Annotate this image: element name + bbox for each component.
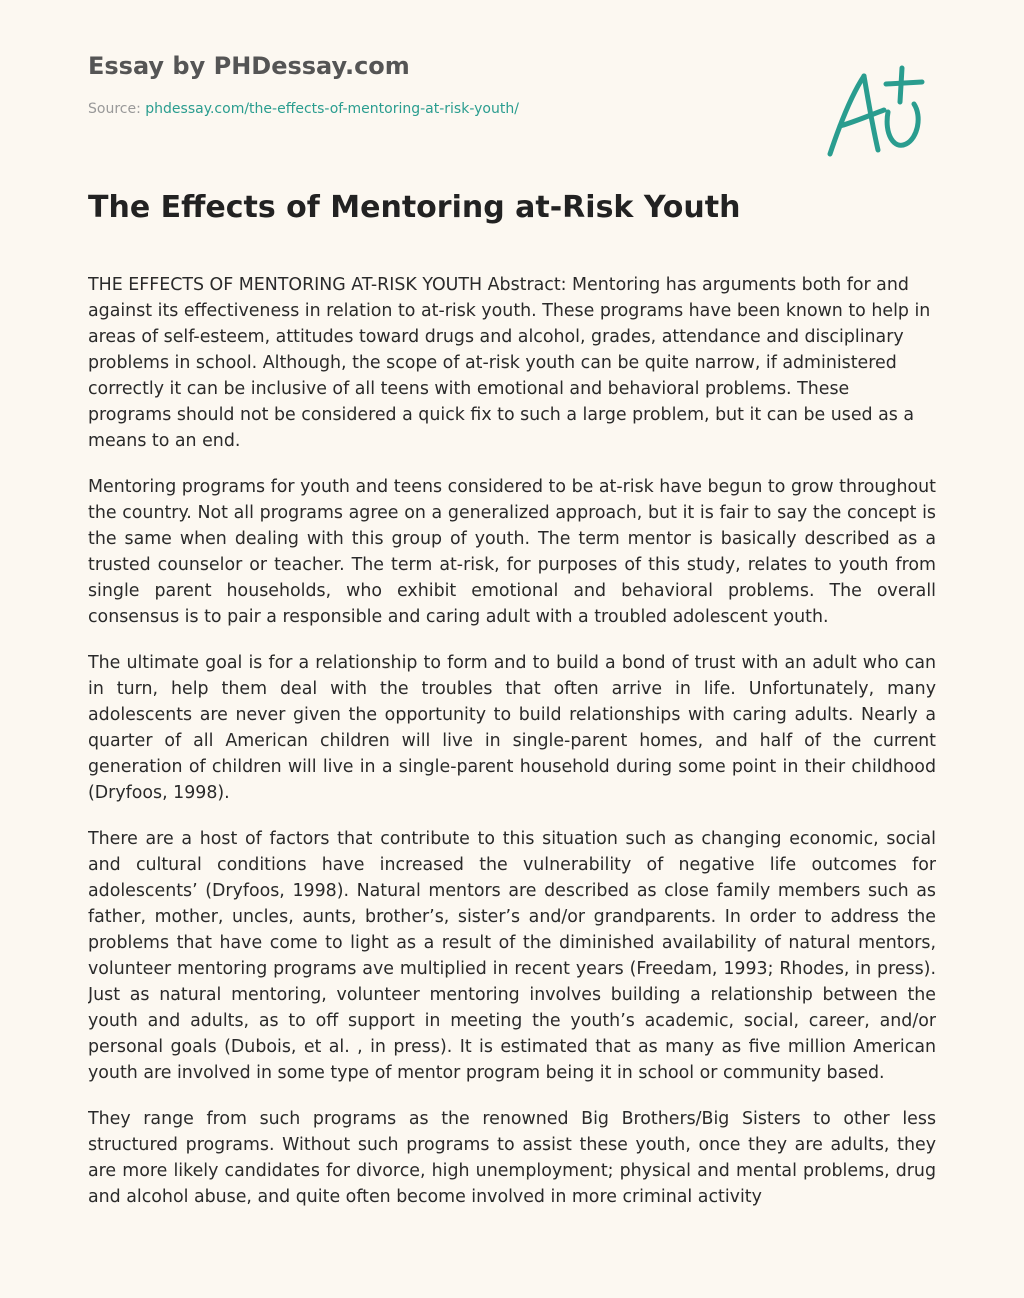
essay-title: The Effects of Mentoring at-Risk Youth <box>88 190 741 225</box>
essay-paragraph: There are a host of factors that contribute to this situation such as changing economic, social and cultural conditions have increased the vulnerability of negative life outcomes for adolescents’ (Dryfoos, 1998). Natural mentors are described as close family members such as father, mother, uncles, aunts, brother’s, sister’s and/or grandparents. In order to address the problems that have come to light as a result of the diminished availability of natural mentors, volunteer mentoring programs ave multiplied in recent years (Freedam, 1993; Rhodes, in press). Just as natural mentoring, volunteer mentoring involves building a relationship between the youth and adults, as to off support in meeting the youth’s academic, social, career, and/or personal goals (Dubois, et al. , in press). It is estimated that as many as five million American youth are involved in some type of mentor program being it in school or community based. <box>88 829 936 1083</box>
essay-paragraph: They range from such programs as the renowned Big Brothers/Big Sisters to other less structured programs. Without such programs to assist these youth, once they are adults, they are more likely candidates for divorce, high unemployment; physical and mental problems, drug and alcohol abuse, and quite often become involved in more criminal activity <box>88 1109 936 1207</box>
site-title: Essay by PHDessay.com <box>88 52 410 80</box>
source-label: Source: <box>88 101 141 117</box>
essay-body <box>88 272 936 1250</box>
source-line <box>88 101 519 117</box>
a-plus-logo-icon <box>822 64 932 164</box>
essay-paragraph: Mentoring programs for youth and teens considered to be at-risk have begun to grow throughout the country. Not all programs agree on a generalized approach, but it is fair to say the concept is the same when dealing with this group of youth. The term mentor is basically described as a trusted counselor or teacher. The term at-risk, for purposes of this study, relates to youth from single parent households, who exhibit emotional and behavioral problems. The overall consensus is to pair a responsible and caring adult with a troubled adolescent youth. <box>88 477 936 627</box>
source-link[interactable]: phdessay.com/the-effects-of-mentoring-at-risk-youth/ <box>145 101 519 117</box>
essay-paragraph: THE EFFECTS OF MENTORING AT-RISK YOUTH Abstract: Mentoring has arguments both for and against its effectiveness in relation to at-risk youth. These programs have been known to help in areas of self-esteem, attitudes toward drugs and alcohol, grades, attendance and disciplinary problems in school. Although, the scope of at-risk youth can be quite narrow, if administered correctly it can be inclusive of all teens with emotional and behavioral problems. These programs should not be considered a quick fix to such a large problem, but it can be used as a means to an end. <box>88 275 931 451</box>
essay-paragraph: The ultimate goal is for a relationship to form and to build a bond of trust with an adult who can in turn, help them deal with the troubles that often arrive in life. Unfortunately, many adolescents are never given the opportunity to build relationships with caring adults. Nearly a quarter of all American children will live in single-parent homes, and half of the current generation of children will live in a single-parent household during some point in their childhood (Dryfoos, 1998). <box>88 653 936 803</box>
